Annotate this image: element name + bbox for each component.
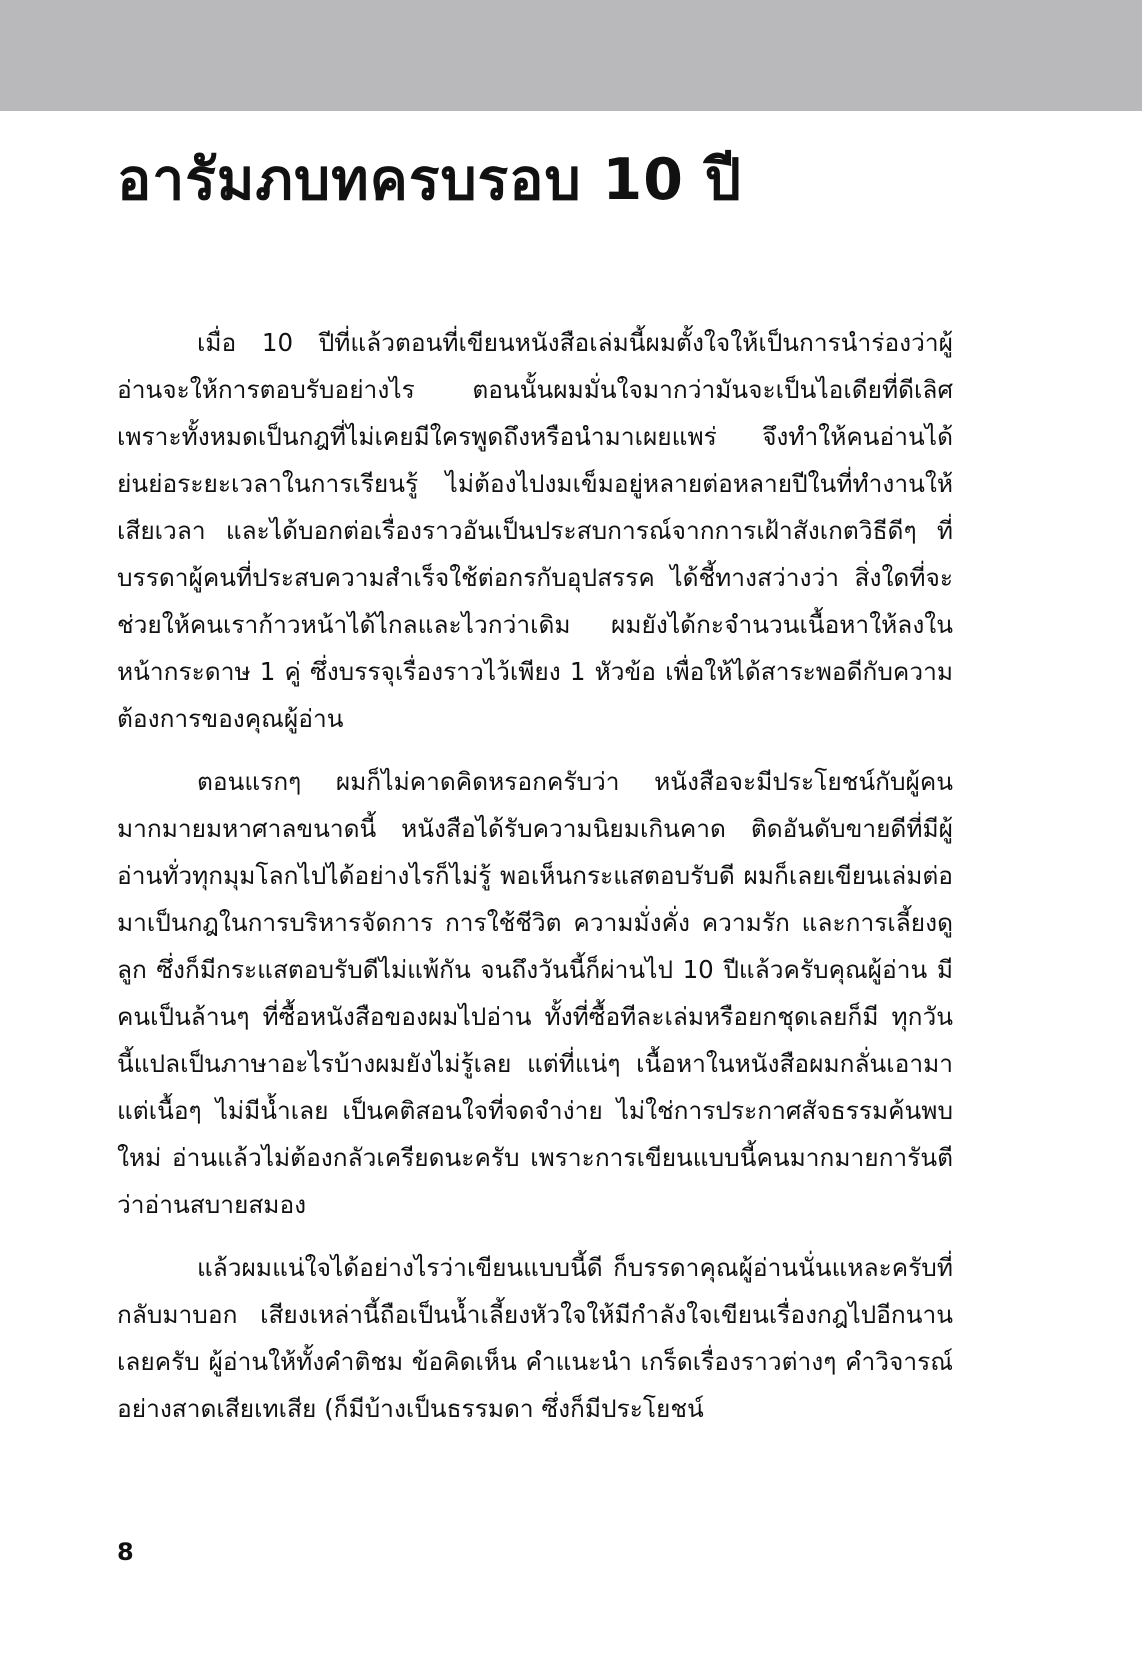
page-number: 8 <box>117 1538 134 1566</box>
paragraph-2: ตอนแรกๆ ผมก็ไม่คาดคิดหรอกครับว่า หนังสือจะมีประโยชน์กับผู้คนมากมายมหาศาลขนาดนี้ หนังสือได้รับความนิยมเกินคาด ติดอันดับขายดีที่มีผู้อ่านทั่วทุกมุมโลกไปได้อย่างไรก็ไม่รู้ พอเห็นกระแสตอบรับดี ผมก็เลยเขียนเล่มต่อมาเป็นกฎในการบริหารจัดการ การใช้ชีวิต ความมั่งคั่ง ความรัก และการเลี้ยงดูลูก ซึ่งก็มีกระแสตอบรับดีไม่แพ้กัน จนถึงวันนี้ก็ผ่านไป 10 ปีแล้วครับคุณผู้อ่าน มีคนเป็นล้านๆ ที่ซื้อหนังสือของผมไปอ่าน ทั้งที่ซื้อทีละเล่มหรือยกชุดเลยก็มี ทุกวันนี้แปลเป็นภาษาอะไรบ้างผมยังไม่รู้เลย แต่ที่แน่ๆ เนื้อหาในหนังสือผมกลั่นเอามาแต่เนื้อๆ ไม่มีน้ำเลย เป็นคติสอนใจที่จดจำง่าย ไม่ใช่การประกาศสัจธรรมค้นพบใหม่ อ่านแล้วไม่ต้องกลัวเครียดนะครับ เพราะการเขียนแบบนี้คนมากมายการันตีว่าอ่านสบายสมอง <box>117 767 953 1219</box>
body-text <box>117 319 953 1448</box>
header-band <box>0 0 1142 111</box>
paragraph-3: แล้วผมแน่ใจได้อย่างไรว่าเขียนแบบนี้ดี ก็บรรดาคุณผู้อ่านนั่นแหละครับที่กลับมาบอก เสียงเหล่านี้ถือเป็นน้ำเลี้ยงหัวใจให้มีกำลังใจเขียนเรื่องกฎไปอีกนานเลยครับ ผู้อ่านให้ทั้งคำติชม ข้อคิดเห็น คำแนะนำ เกร็ดเรื่องราวต่างๆ คำวิจารณ์อย่างสาดเสียเทเสีย (ก็มีบ้างเป็นธรรมดา ซึ่งก็มีประโยชน์ <box>117 1253 953 1423</box>
paragraph-1: เมื่อ 10 ปีที่แล้วตอนที่เขียนหนังสือเล่มนี้ผมตั้งใจให้เป็นการนำร่องว่าผู้อ่านจะให้การตอบรับอย่างไร ตอนนั้นผมมั่นใจมากว่ามันจะเป็นไอเดียที่ดีเลิศ เพราะทั้งหมดเป็นกฎที่ไม่เคยมีใครพูดถึงหรือนำมาเผยแพร่ จึงทำให้คนอ่านได้ย่นย่อระยะเวลาในการเรียนรู้ ไม่ต้องไปงมเข็มอยู่หลายต่อหลายปีในที่ทำงานให้เสียเวลา และได้บอกต่อเรื่องราวอันเป็นประสบการณ์จากการเฝ้าสังเกตวิธีดีๆ ที่บรรดาผู้คนที่ประสบความสำเร็จใช้ต่อกรกับอุปสรรค ได้ชี้ทางสว่างว่า สิ่งใดที่จะช่วยให้คนเราก้าวหน้าได้ไกลและไวกว่าเดิม ผมยังได้กะจำนวนเนื้อหาให้ลงในหน้ากระดาษ 1 คู่ ซึ่งบรรจุเรื่องราวไว้เพียง 1 หัวข้อ เพื่อให้ได้สาระพอดีกับความต้องการของคุณผู้อ่าน <box>117 328 953 733</box>
chapter-title: อารัมภบทครบรอบ 10 ปี <box>117 147 742 213</box>
